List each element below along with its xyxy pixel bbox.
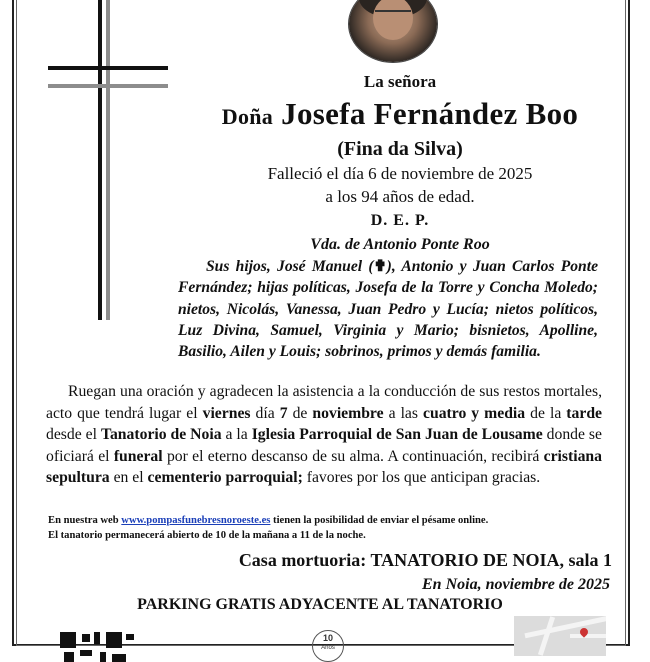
widow-line: Vda. de Antonio Ponte Roo xyxy=(310,236,490,253)
anniversary-badge-icon xyxy=(312,630,344,662)
announcement-bold-day: viernes xyxy=(202,404,251,422)
announcement-bold-month: noviembre xyxy=(312,404,384,422)
cross-horizontal-gray-bar xyxy=(48,84,168,88)
age-line: a los 94 años de edad. xyxy=(325,187,475,206)
announcement-text: a las xyxy=(383,404,424,422)
death-date-line: Falleció el día 6 de noviembre de 2025 xyxy=(267,164,533,183)
website-link[interactable]: www.pompasfunebresnoroeste.es xyxy=(121,515,271,526)
deceased-name: Josefa Fernández Boo xyxy=(281,96,579,131)
place-date: En Noia, noviembre de 2025 xyxy=(422,576,610,593)
honorific: Doña xyxy=(221,104,274,129)
announcement-bold-funeral-home: Tanatorio de Noia xyxy=(100,426,222,444)
cross-icon xyxy=(48,0,168,322)
badge-number: 10 xyxy=(322,633,333,643)
announcement-text: de xyxy=(287,404,313,422)
map-road xyxy=(570,634,606,638)
web-note-prefix: En nuestra web xyxy=(48,515,122,526)
location-map-thumbnail[interactable] xyxy=(514,616,606,656)
announcement-text: donde se oficiará el xyxy=(46,426,602,465)
announcement-bold-church: Iglesia Parroquial de San Juan de Lousame xyxy=(251,426,543,444)
announcement-text: a la xyxy=(221,426,252,444)
cross-vertical-black-bar xyxy=(98,0,102,320)
web-note xyxy=(48,515,608,526)
announcement-text: desde el xyxy=(46,426,101,444)
qr-code-icon[interactable] xyxy=(60,632,142,662)
family-text-part1: Sus hijos, José Manuel ( xyxy=(206,258,374,275)
announcement-bold-funeral: funeral xyxy=(113,447,163,465)
announcement-bold-time: cuatro y media xyxy=(423,404,526,422)
title-prefix: La señora xyxy=(363,72,437,91)
announcement-text: Ruegan una oración y agradecen la asistencia a la conducción de sus restos mortales, acto que tendrá lugar el xyxy=(46,383,602,422)
badge-word: Años xyxy=(321,645,335,651)
cross-horizontal-black-bar xyxy=(48,66,168,70)
parking-notice: PARKING GRATIS ADYACENTE AL TANATORIO xyxy=(137,596,503,613)
announcement-bold-afternoon: tarde xyxy=(566,404,603,422)
announcement-paragraph xyxy=(46,381,602,489)
deceased-son-cross-icon: ✟ xyxy=(373,258,387,275)
deceased-name-line xyxy=(190,96,610,132)
announcement-text: de la xyxy=(525,404,567,422)
family-paragraph xyxy=(178,256,598,362)
portrait-glasses xyxy=(375,10,411,20)
announcement-text: en el xyxy=(109,469,148,487)
opening-hours-note: El tanatorio permanecerá abierto de 10 de la mañana a 11 de la noche. xyxy=(48,530,366,541)
announcement-bold-burial: cristiana sepultura xyxy=(46,447,602,487)
family-text-part2: ), Antonio y Juan Carlos Ponte Fernández; hijas políticas, Josefa de la Torre y Concha Moledo; nietos, Nicolás, Vanessa, Juan Pedro y Lucía; nietos políticos, Luz Divina, Samuel, Virginia y Mario; bisnietos, Apolline, Basilio, Ailen y Louis; sobrinos, primos y demás familia. xyxy=(178,258,598,361)
announcement-text: por el eterno descanso de su alma. A continuación, recibirá xyxy=(162,447,544,465)
portrait-face xyxy=(373,0,413,40)
deceased-alias: (Fina da Silva) xyxy=(337,138,463,160)
announcement-bold-date: 7 xyxy=(279,404,288,422)
rip-text: D. E. P. xyxy=(370,212,430,229)
announcement-text: favores por los que anticipan gracias. xyxy=(302,469,541,487)
web-note-suffix: tienen la posibilidad de enviar el pésame online. xyxy=(270,515,489,526)
mortuary-location: Casa mortuoria: TANATORIO DE NOIA, sala 1 xyxy=(238,550,612,570)
announcement-bold-cemetery: cementerio parroquial; xyxy=(147,469,303,487)
announcement-text: día xyxy=(250,404,280,422)
cross-vertical-gray-bar xyxy=(106,0,110,320)
